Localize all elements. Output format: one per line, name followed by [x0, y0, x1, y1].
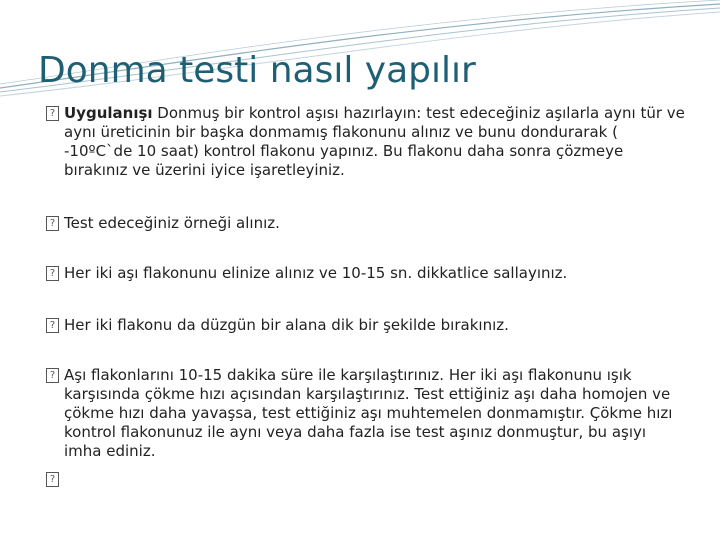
bullet-item — [46, 366, 686, 461]
bullet-item — [46, 104, 686, 180]
bullet-item — [46, 214, 280, 233]
bullet-glyph-icon: ? — [46, 106, 59, 121]
bullet-bold-label: Uygulanışı — [64, 104, 153, 122]
bullet-text: Her iki flakonu da düzgün bir alana dik bir şekilde bırakınız. — [64, 316, 509, 334]
bullet-item — [46, 264, 567, 283]
slide-title: Donma testi nasıl yapılır — [38, 50, 476, 91]
bullet-text: Donmuş bir kontrol aşısı hazırlayın: test edeceğiniz aşılarla aynı tür ve aynı üreticinin bir başka donmamış flakonunu alınız ve bunu dondurarak ( -10ºC`de 10 saat) kontrol flakonu yapınız. Bu flakonu daha sonra çözmeye bırakınız ve üzerini iyice işaretleyiniz. — [64, 104, 685, 179]
bullet-text: Her iki aşı flakonunu elinize alınız ve 10-15 sn. dikkatlice sallayınız. — [64, 264, 568, 282]
bullet-glyph-icon: ? — [46, 266, 59, 281]
bullet-text: Aşı flakonlarını 10-15 dakika süre ile karşılaştırınız. Her iki aşı flakonunu ışık karşısında çökme hızı açısından karşılaştırınız. Test ettiğiniz aşı daha homojen ve çökme hızı daha yavaşsa, test ettiğiniz aşı muhtemelen donmamıştır. Çökme hızı kontrol flakonunuz ile aynı veya daha fazla ise test aşınız donmuştur, bu aşıyı imha ediniz. — [64, 366, 673, 460]
bullet-item — [46, 316, 509, 335]
bullet-glyph-icon: ? — [46, 318, 59, 333]
bullet-glyph-icon: ? — [46, 368, 59, 383]
bullet-glyph-icon: ? — [46, 216, 59, 231]
bullet-glyph-icon: ? — [46, 472, 59, 487]
bullet-text: Test edeceğiniz örneği alınız. — [64, 214, 280, 232]
